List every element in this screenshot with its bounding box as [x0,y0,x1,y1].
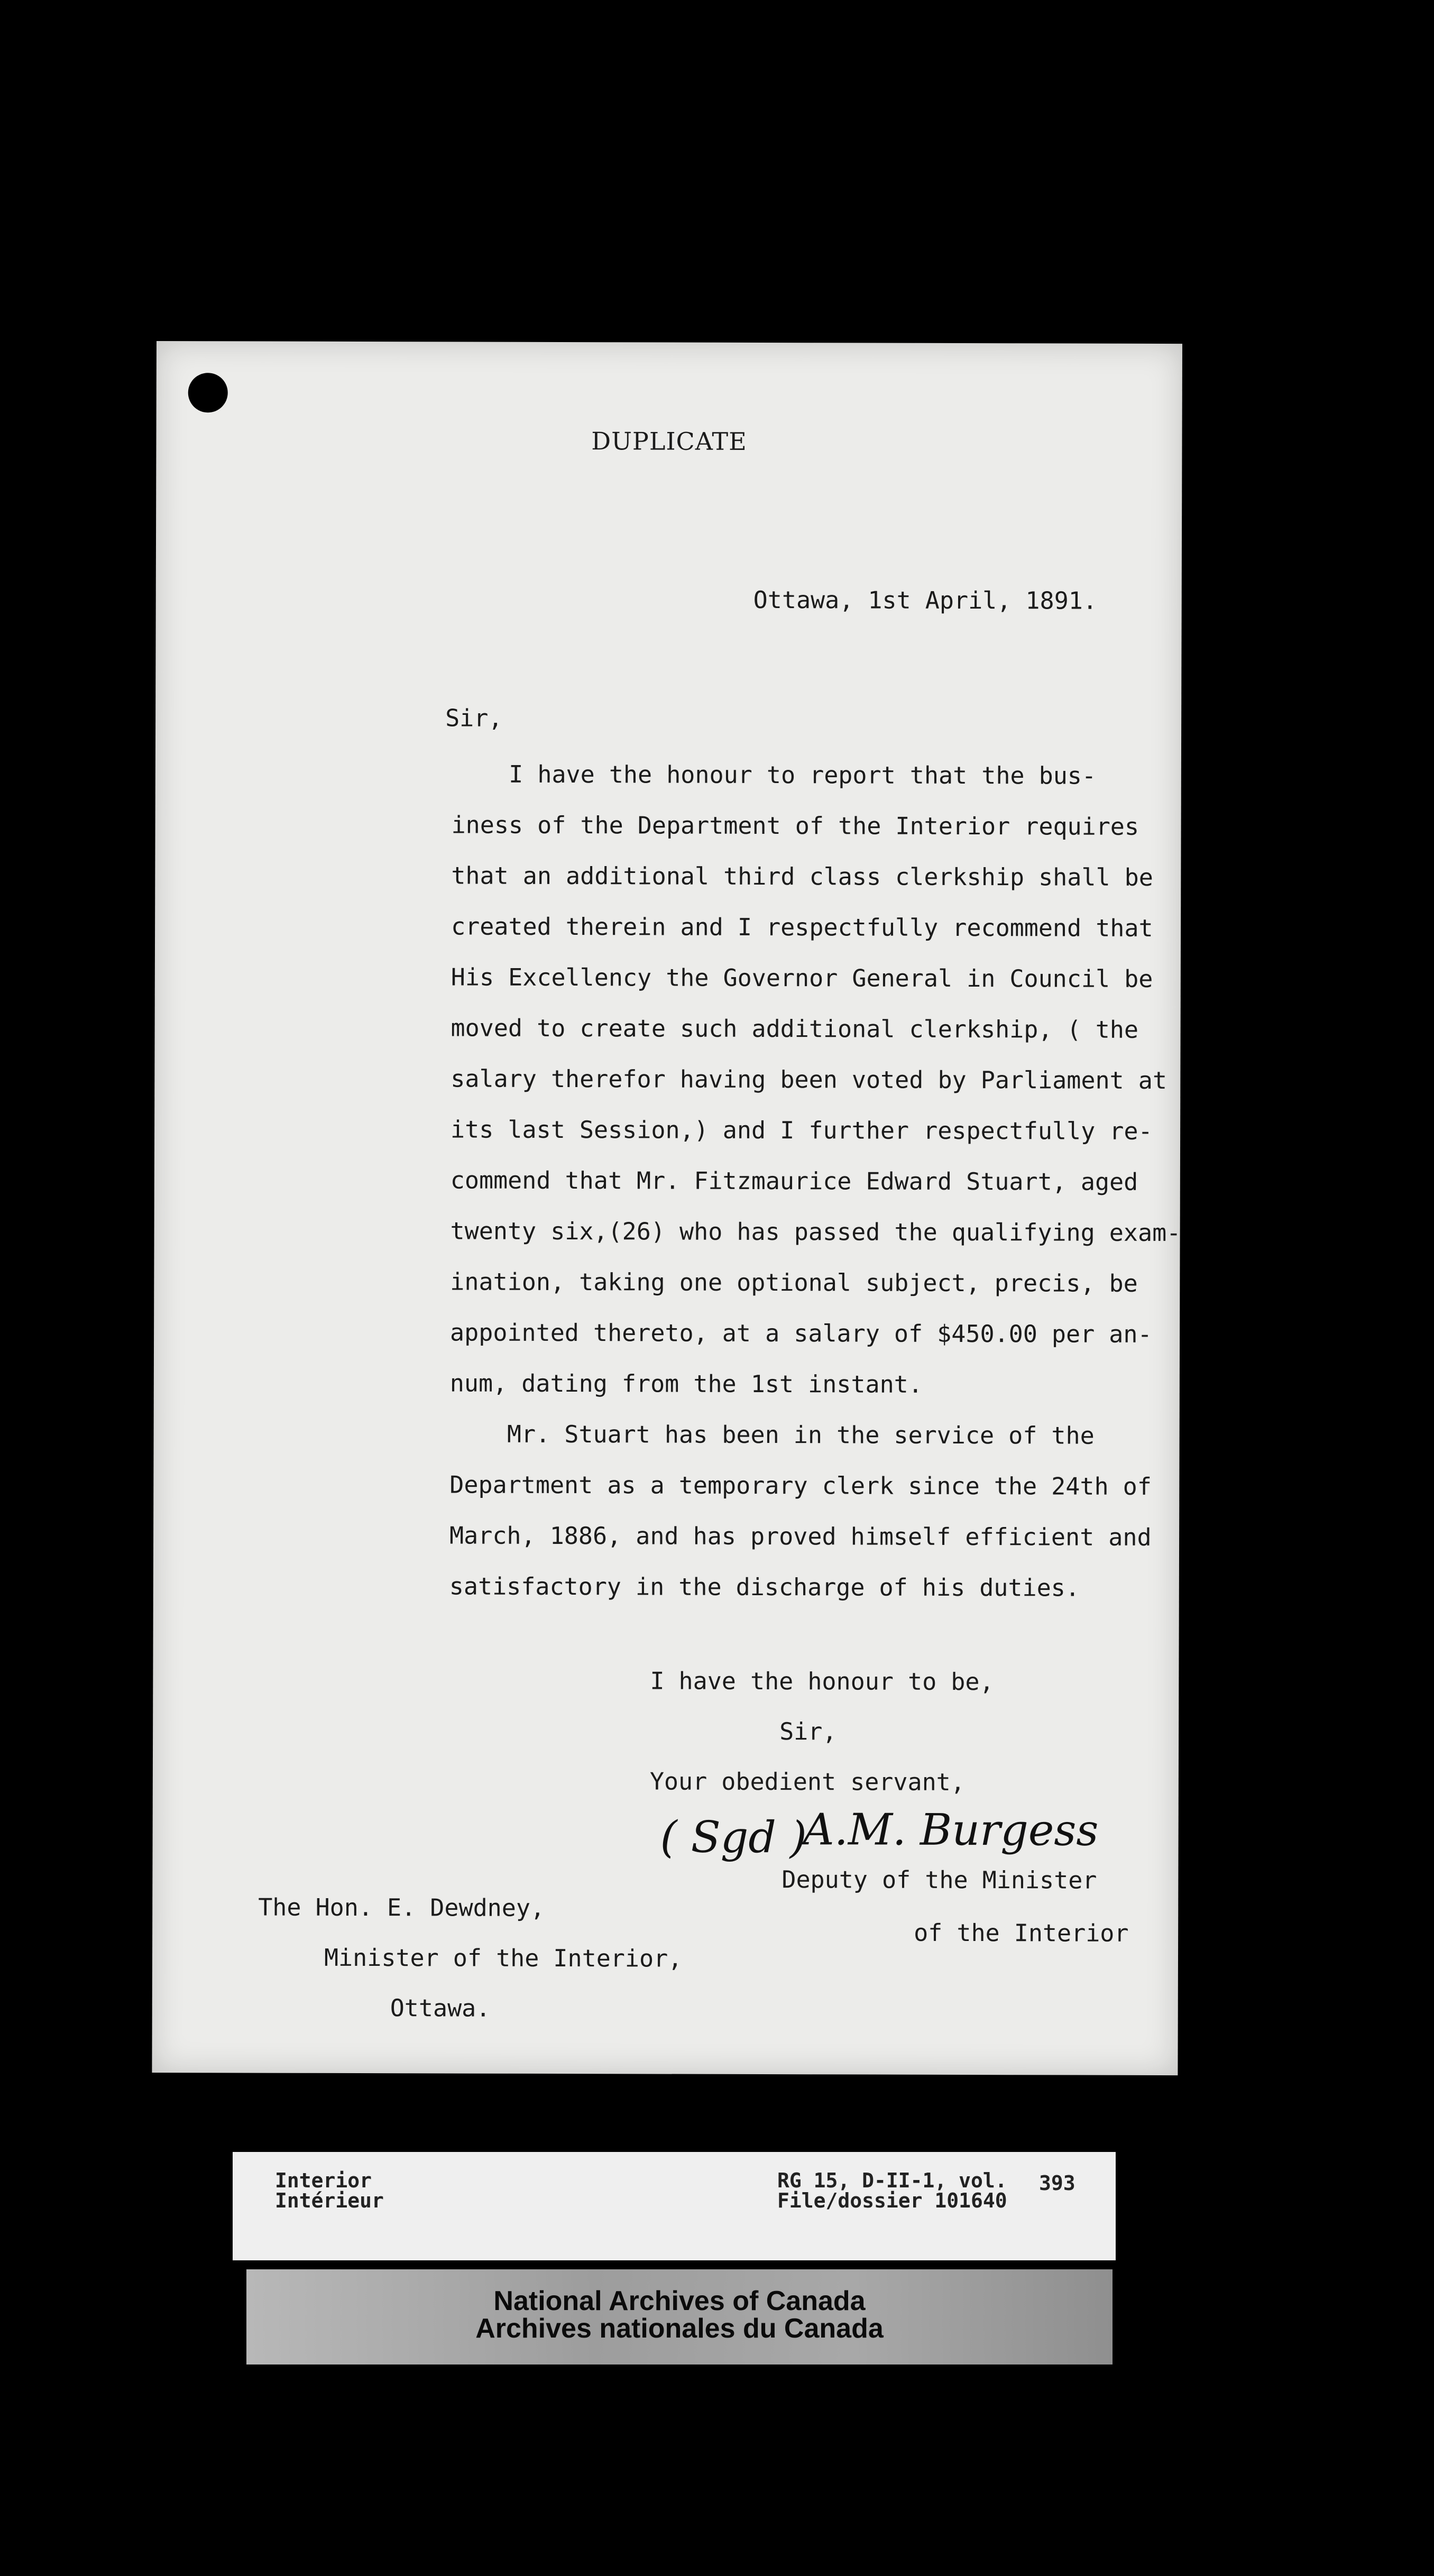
letter-body [449,749,1181,1613]
body-line: twenty six,(26) who has passed the qualifying exam- [450,1217,1181,1247]
archives-name-fr: Archives nationales du Canada [475,2313,884,2344]
reference-numbers [777,2170,1007,2211]
letter-page [152,341,1182,2075]
signature: A.M. Burgess [803,1805,1099,1856]
addressee-line: Ottawa. [390,1994,491,2022]
body-line: num, dating from the 1st instant. [449,1369,923,1399]
body-line: satisfactory in the discharge of his duties. [449,1572,1080,1602]
closing-line: Sir, [779,1717,837,1746]
body-line: Department as a temporary clerk since the 24th of [449,1470,1152,1501]
body-line: its last Session,) and I further respectfully re- [451,1115,1153,1145]
title-line: Deputy of the Minister [782,1865,1097,1894]
archives-name-en: National Archives of Canada [493,2286,866,2316]
body-line: created therein and I respectfully recommend that [451,912,1153,942]
body-line: commend that Mr. Fitzmaurice Edward Stuart, aged [450,1166,1138,1196]
addressee-line: The Hon. E. Dewdney, [258,1893,545,1922]
salutation: Sir, [445,704,503,732]
body-line: that an additional third class clerkship shall be [451,861,1153,891]
body-line: salary therefor having been voted by Parliament at [451,1064,1168,1095]
department-names [275,2170,384,2211]
signed-marker: ( Sgd ) [660,1812,807,1863]
title-line: of the Interior [914,1918,1129,1947]
letter-content [152,341,1182,2075]
record-group: RG 15, D-II-1, vol. [777,2169,1007,2192]
body-line: iness of the Department of the Interior requires [451,811,1139,841]
body-line: His Excellency the Governor General in Council be [451,963,1153,993]
department-en: Interior [275,2169,372,2192]
body-line: March, 1886, and has proved himself efficient and [449,1521,1152,1551]
department-fr: Intérieur [275,2189,384,2212]
body-line: ination, taking one optional subject, precis, be [450,1267,1138,1298]
volume-number: 393 [1039,2172,1076,2195]
letter-date: Ottawa, 1st April, 1891. [753,585,1098,615]
archive-reference-label [233,2152,1116,2260]
addressee-line: Minister of the Interior, [324,1943,683,1973]
body-line: appointed thereto, at a salary of $450.00 per an- [450,1318,1152,1348]
body-line: Mr. Stuart has been in the service of the [449,1420,1095,1450]
file-number: File/dossier 101640 [777,2189,1007,2212]
body-line: moved to create such additional clerkship, ( the [451,1014,1139,1044]
archives-banner [246,2269,1113,2365]
body-line: I have the honour to report that the bus- [451,760,1097,790]
closing-line: I have the honour to be, [650,1667,994,1696]
letter-heading: DUPLICATE [591,427,747,456]
closing-line: Your obedient servant, [649,1767,965,1797]
